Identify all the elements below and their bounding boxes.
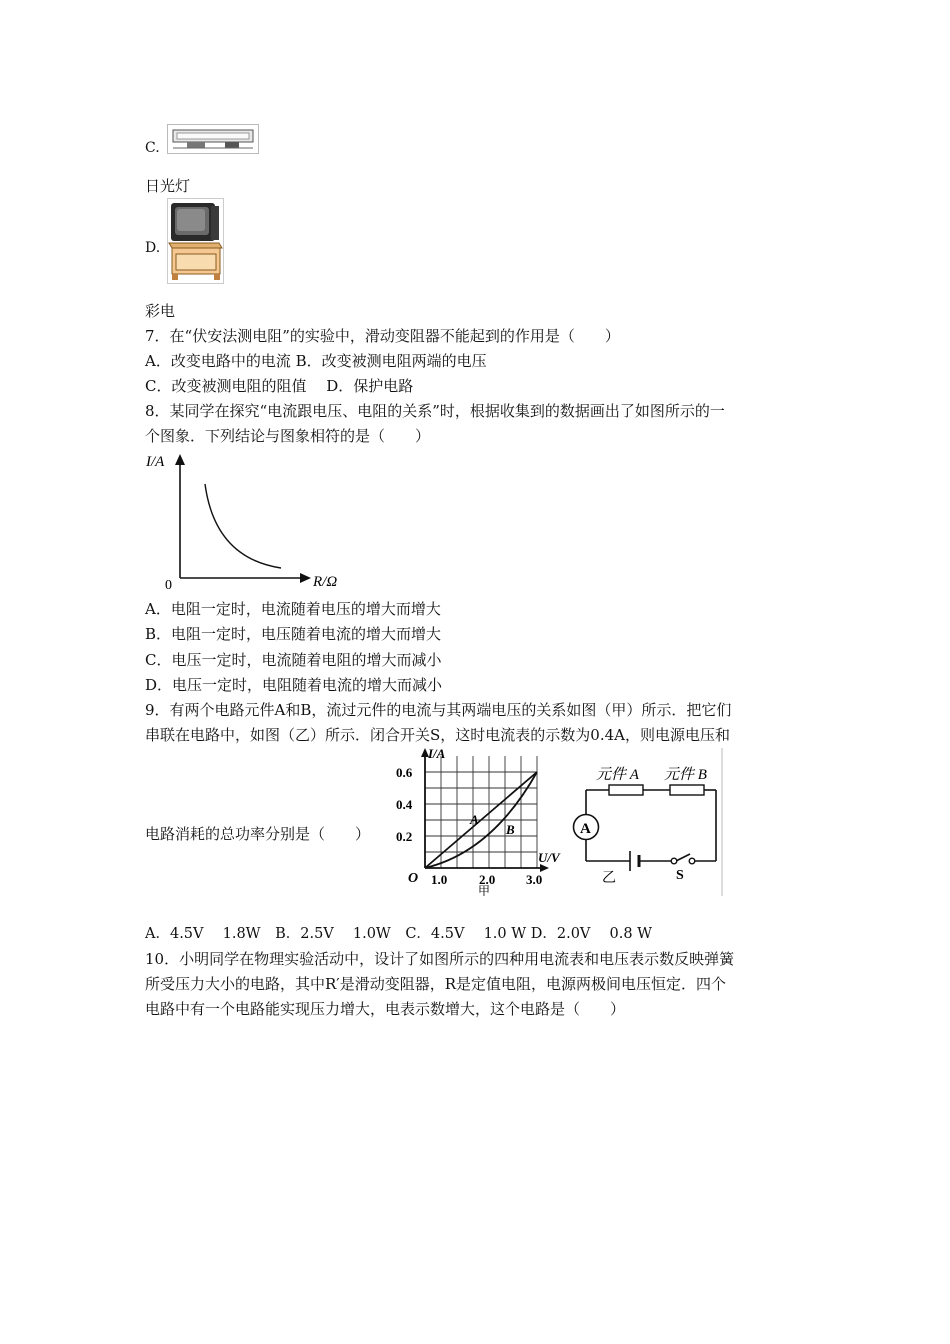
q8-option-b: B．电阻一定时，电压随着电流的增大而增大 (145, 625, 442, 643)
q8-option-c: C．电压一定时，电流随着电阻的增大而减小 (145, 651, 442, 669)
q7-stem: 7．在“伏安法测电阻”的实验中，滑动变阻器不能起到的作用是（ ） (145, 327, 620, 345)
q8-xlabel: R/Ω (313, 574, 338, 590)
jia-ylabel: I/A (428, 748, 446, 761)
element-a-resistor (609, 785, 643, 795)
curve-a-label: A (470, 812, 479, 827)
jia-ytick-06: 0.6 (396, 765, 413, 780)
q9-stem-line1: 9．有两个电路元件A和B，流过元件的电流与其两端电压的关系如图（甲）所示．把它们 (145, 701, 732, 719)
q8-graph (145, 446, 345, 592)
curve-b-label: B (506, 822, 515, 837)
jia-caption: 甲 (478, 884, 491, 896)
switch-icon (671, 858, 677, 864)
q8-origin: 0 (165, 578, 172, 592)
q9-graph-jia (392, 748, 562, 896)
fluorescent-lamp-image (167, 124, 259, 154)
item-d-letter: D. (145, 240, 161, 256)
q10-line2: 所受压力大小的电路，其中R′是滑动变阻器，R是定值电阻，电源两极间电压恒定．四个 (145, 975, 726, 993)
yi-caption: 乙 (602, 871, 616, 886)
jia-xlabel: U/V (538, 850, 560, 865)
q8-ylabel: I/A (146, 454, 165, 470)
element-b-label: 元件 B (664, 767, 707, 783)
item-c-caption: 日光灯 (145, 177, 191, 195)
q10-line1: 10．小明同学在物理实验活动中，设计了如图所示的四种用电流表和电压表示数反映弹簧 (145, 950, 735, 968)
jia-ytick-04: 0.4 (396, 797, 413, 812)
element-a-label: 元件 A (596, 767, 639, 783)
jia-origin: O (408, 871, 419, 886)
ammeter-label: A (580, 821, 591, 837)
q8-option-a: A．电阻一定时，电流随着电压的增大而增大 (145, 600, 441, 618)
element-b-resistor (670, 785, 704, 795)
item-d-caption: 彩电 (145, 302, 176, 320)
q8-option-d: D．电压一定时，电阻随着电流的增大而减小 (145, 676, 443, 694)
q7-options-ab: A．改变电路中的电流 B．改变被测电阻两端的电压 (145, 352, 487, 370)
q9-options: A．4.5V 1.8W B．2.5V 1.0W C．4.5V 1.0 W D．2.0V 0.8 W (145, 926, 653, 942)
switch-label: S (676, 868, 684, 883)
q9-stem-line3: 电路消耗的总功率分别是（ ） (145, 825, 371, 843)
q8-stem-line2: 个图象．下列结论与图象相符的是（ ） (145, 427, 431, 445)
color-tv-image (167, 198, 224, 284)
jia-xtick-20: 2.0 (479, 872, 496, 887)
jia-xtick-10: 1.0 (431, 872, 448, 887)
item-c-letter: C. (145, 140, 160, 156)
q9-stem-line2: 串联在电路中，如图（乙）所示．闭合开关S，这时电流表的示数为0.4A，则电源电压和 (145, 726, 730, 744)
jia-ytick-02: 0.2 (396, 829, 413, 844)
q8-stem-line1: 8．某同学在探究“电流跟电压、电阻的关系”时，根据收集到的数据画出了如图所示的一 (145, 402, 725, 420)
jia-xtick-30: 3.0 (526, 872, 543, 887)
q9-circuit-yi (566, 748, 724, 896)
q10-line3: 电路中有一个电路能实现压力增大，电表示数增大，这个电路是（ ） (145, 1000, 626, 1018)
q8-inverse-curve (205, 484, 281, 568)
q7-options-cd: C．改变被测电阻的阻值 D．保护电路 (145, 377, 414, 395)
